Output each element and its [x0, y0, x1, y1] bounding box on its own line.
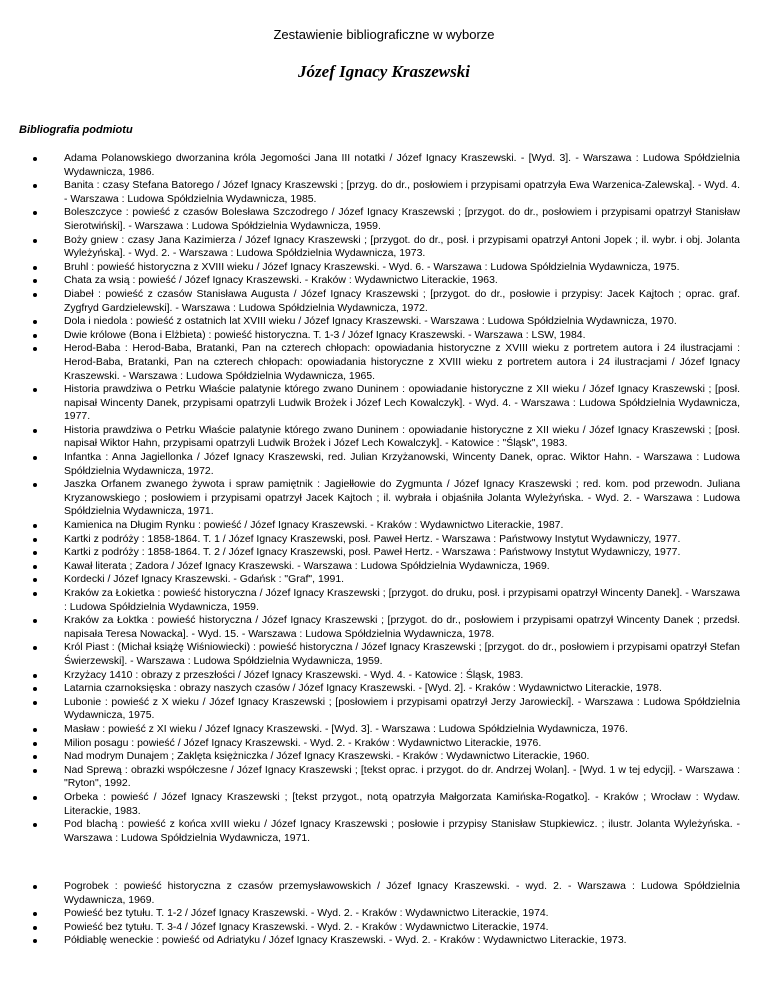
entry-text: Orbeka : powieść / Józef Ignacy Kraszewski ; [tekst przygot., notą opatrzyła Małgorzata Kamińska-Rogatko]. - Kraków ; Wrocław : Wydaw. Literackie, 1983.: [64, 791, 740, 817]
bullet-icon: [33, 565, 37, 569]
list-item: [0, 934, 768, 948]
entry-text: Nad modrym Dunajem ; Zaklęta księżniczka / Józef Ignacy Kraszewski. - Kraków : Wydawnictwo Literackie, 1960.: [64, 751, 590, 763]
list-item: [0, 682, 768, 696]
list-item: [0, 234, 768, 261]
bullet-icon: [33, 551, 37, 555]
bullet-icon: [33, 578, 37, 582]
bullet-icon: [33, 334, 37, 338]
bullet-icon: [33, 646, 37, 650]
entry-text: Jaszka Orfanem zwanego żywota i spraw pamiętnik : Jagiełłowie do Zygmunta / Józef Ignacy Kraszewski ; red. kom. pod przewodn. Juliana Kryzanowskiego ; posłowiem i przypisami opatrzył Jacek Kajtoch ; il. wybrała i objaśniła Jolanta Wyleżyńska. - Wyd. 2. - Warszawa : Ludowa Spółdzielnia Wydawnicza, 1971.: [64, 479, 740, 518]
entry-text: Kordecki / Józef Ignacy Kraszewski. - Gdańsk : "Graf", 1991.: [64, 574, 345, 586]
list-item: [0, 288, 768, 315]
entry-text: Historia prawdziwa o Petrku Właście palatynie którego zwano Duninem : opowiadanie historyczne z XII wieku / Józef Ignacy Kraszewski ; [posł. napisał Wiktor Hahn, przypisami opatrzyli Ludwik Brożek i Józef Lech Kowalczyk]. - Katowice : "Śląsk", 1983.: [64, 424, 740, 450]
bibliography-list: [0, 152, 768, 845]
list-item: [0, 587, 768, 614]
list-item: [0, 424, 768, 451]
bullet-icon: [33, 279, 37, 283]
bullet-icon: [33, 293, 37, 297]
entry-text: Półdiablę weneckie : powieść od Adriatyku / Józef Ignacy Kraszewski. - Wyd. 2. - Kraków : Wydawnictwo Literackie, 1973.: [64, 935, 627, 947]
list-item: [0, 880, 768, 907]
bullet-icon: [33, 912, 37, 916]
entry-text: Kraków za Łokietka : powieść historyczna / Józef Ignacy Kraszewski ; [przygot. do druku, posł. i przypisami opatrzył Wincenty Danek]. - Warszawa : Ludowa Spółdzielnia Wydawnicza, 1959.: [64, 588, 740, 613]
list-item: [0, 546, 768, 560]
section-heading: Bibliografia podmiotu: [19, 124, 133, 136]
list-item: [0, 274, 768, 288]
entry-text: Herod-Baba : Herod-Baba, Bratanki, Pan na czterech chłopach: opowiadania historyczne z XVIII wieku z portretem autora i 24 ilustracjami : Herod-Baba, Bratanki, Pan na czterech chłopach: opowiadania historyczne z XVIII wieku z portretem autora i 24 ilustracjami / Józef Ignacy Kraszewski. - Warszawa : Ludowa Spółdzielnia Wydawnicza, 1965.: [64, 343, 740, 382]
bullet-icon: [33, 742, 37, 746]
author-heading: Józef Ignacy Kraszewski: [298, 62, 470, 81]
list-item: [0, 451, 768, 478]
bullet-icon: [33, 538, 37, 542]
list-item: [0, 737, 768, 751]
bullet-icon: [33, 320, 37, 324]
list-item: [0, 750, 768, 764]
bullet-icon: [33, 674, 37, 678]
entry-text: Kartki z podróży : 1858-1864. T. 1 / Józef Ignacy Kraszewski, posł. Paweł Hertz. - Warszawa : Państwowy Instytut Wydawniczy, 1977.: [64, 533, 681, 545]
entry-text: Bruhl : powieść historyczna z XVIII wieku / Józef Ignacy Kraszewski. - Wyd. 6. - Warszawa : Ludowa Spółdzielnia Wydawnicza, 1975.: [64, 261, 680, 273]
bullet-icon: [33, 239, 37, 243]
entry-text: Kamienica na Długim Rynku : powieść / Józef Ignacy Kraszewski. - Kraków : Wydawnictwo Literackie, 1987.: [64, 520, 564, 532]
list-item: [0, 791, 768, 818]
entry-text: Infantka : Anna Jagiellonka / Józef Ignacy Kraszewski, red. Julian Krzyżanowski, Wincenty Danek, oprac. Wiktor Hahn. - Warszawa : Ludowa Spółdzielnia Wydawnicza, 1972.: [64, 452, 740, 477]
entry-text: Kartki z podróży : 1858-1864. T. 2 / Józef Ignacy Kraszewski, posł. Paweł Hertz. - Warszawa : Państwowy Instytut Wydawniczy, 1977.: [64, 547, 681, 559]
bullet-icon: [33, 769, 37, 773]
bullet-icon: [33, 211, 37, 215]
entry-text: Powieść bez tytułu. T. 1-2 / Józef Ignacy Kraszewski. - Wyd. 2. - Kraków : Wydawnictwo Literackie, 1974.: [64, 908, 549, 920]
entry-text: Diabeł : powieść z czasów Stanisława Augusta / Józef Ignacy Kraszewski ; [przygot. do dr., posłowie i przypisy: Jacek Kajtoch ; oprac. graf. Zygfryd Gardzielewski]. - Warszawa : Ludowa Spółdzielnia Wydawnicza, 1972.: [64, 288, 740, 314]
entry-text: Dwie królowe (Bona i Elżbieta) : powieść historyczna. T. 1-3 / Józef Ignacy Kraszewski. - Warszawa : LSW, 1984.: [64, 329, 586, 341]
list-item: [0, 478, 768, 519]
bullet-icon: [33, 184, 37, 188]
list-item: [0, 907, 768, 921]
list-item: [0, 696, 768, 723]
bullet-icon: [33, 926, 37, 930]
list-item: [0, 179, 768, 206]
entry-text: Banita : czasy Stefana Batorego / Józef Ignacy Kraszewski ; [przyg. do dr., posłowiem i przypisami opatrzyła Ewa Warzenica-Zalewska]. - Wyd. 4. - Warszawa : Ludowa Spółdzielnia Wydawnicza, 1985.: [64, 180, 740, 205]
bullet-icon: [33, 823, 37, 827]
bullet-icon: [33, 701, 37, 705]
entry-text: Lubonie : powieść z X wieku / Józef Ignacy Kraszewski ; [posłowiem i przypisami opatrzył Jerzy Jarowiecki]. - Warszawa : Ludowa Spółdzielnia Wydawnicza, 1975.: [64, 696, 740, 722]
bullet-icon: [33, 266, 37, 270]
bullet-icon: [33, 755, 37, 759]
entry-text: Historia prawdziwa o Petrku Właście palatynie którego zwano Duninem : opowiadanie historyczne z XII wieku / Józef Ignacy Kraszewski ; [posł. napisał Wincenty Danek, przypisami opatrzyli Ludwik Brożek i Józef Lech Kowalczyk]. - Wyd. 4. - Warszawa : Ludowa Spółdzielnia Wydawnicza, 1977.: [64, 384, 740, 423]
entry-text: Król Piast : (Michał książę Wiśniowiecki) : powieść historyczna / Józef Ignacy Kraszewski ; [przygot. do dr., posłowiem i przypisami opatrzył Stefan Świerzewski]. - Warszawa : Ludowa Spółdzielnia Wydawnicza, 1959.: [64, 642, 740, 667]
list-item: [0, 818, 768, 845]
entry-text: Latarnia czarnoksięska : obrazy naszych czasów / Józef Ignacy Kraszewski. - [Wyd. 2]. - Kraków : Wydawnictwo Literackie, 1978.: [64, 683, 662, 695]
entry-text: Masław : powieść z XI wieku / Józef Ignacy Kraszewski. - [Wyd. 3]. - Warszawa : Ludowa Spółdzielnia Wydawnicza, 1976.: [64, 723, 628, 735]
entry-text: Chata za wsią : powieść / Józef Ignacy Kraszewski. - Kraków : Wydawnictwo Literackie, 1963.: [64, 275, 498, 287]
list-item: [0, 533, 768, 547]
bullet-icon: [33, 483, 37, 487]
list-item: [0, 152, 768, 179]
list-item: [0, 560, 768, 574]
bullet-icon: [33, 456, 37, 460]
entry-text: Krzyżacy 1410 : obrazy z przeszłości / Józef Ignacy Kraszewski. - Wyd. 4. - Katowice : Śląsk, 1983.: [64, 669, 524, 681]
list-item: [0, 921, 768, 935]
bullet-icon: [33, 687, 37, 691]
list-item: [0, 573, 768, 587]
list-item: [0, 723, 768, 737]
list-item: [0, 206, 768, 233]
list-item: [0, 383, 768, 424]
bullet-icon: [33, 157, 37, 161]
list-item: [0, 614, 768, 641]
bullet-icon: [33, 592, 37, 596]
entry-text: Nad Sprewą : obrazki współczesne / Józef Ignacy Kraszewski ; [tekst oprac. i przygot. do dr. Andrzej Wolan]. - [Wyd. 1 w tej edycji]. - Warszawa : "Ryton", 1992.: [64, 764, 740, 790]
list-item: [0, 669, 768, 683]
bullet-icon: [33, 619, 37, 623]
bibliography-list-continued: [0, 880, 768, 948]
entry-text: Kraków za Łoktka : powieść historyczna / Józef Ignacy Kraszewski ; [przygot. do dr., posłowiem i przypisami opatrzył Wincenty Danek ; przedsł. napisała Teresa Nowacka]. - Wyd. 15. - Warszawa : Ludowa Spółdzielnia Wydawnicza, 1978.: [64, 615, 740, 640]
list-item: [0, 519, 768, 533]
bullet-icon: [33, 347, 37, 351]
bullet-icon: [33, 524, 37, 528]
entry-text: Boleszczyce : powieść z czasów Bolesława Szczodrego / Józef Ignacy Kraszewski ; [przygot. do dr., posłowiem i przypisami opatrzył Stanisław Sierotwiński]. - Warszawa : Ludowa Spółdzielnia Wydawnicza, 1959.: [64, 207, 740, 232]
bullet-icon: [33, 429, 37, 433]
entry-text: Dola i niedola : powieść z ostatnich lat XVIII wieku / Józef Ignacy Kraszewski. - Warszawa : Ludowa Spółdzielnia Wydawnicza, 1970.: [64, 316, 677, 328]
entry-text: Pogrobek : powieść historyczna z czasów przemysławowskich / Józef Ignacy Kraszewski. - wyd. 2. - Warszawa : Ludowa Spółdzielnia Wydawnicza, 1969.: [64, 881, 740, 906]
bullet-icon: [33, 388, 37, 392]
entry-text: Boży gniew : czasy Jana Kazimierza / Józef Ignacy Kraszewski ; [przygot. do dr., posł. i przypisami opatrzył Antoni Jopek ; il. wybr. i obj. Jolanta Wyleżyńska]. - Wyd. 2. - Warszawa : Ludowa Spółdzielnia Wydawnicza, 1973.: [64, 234, 740, 260]
entry-text: Pod blachą : powieść z końca xvIII wieku / Józef Ignacy Kraszewski ; posłowie i przypisy Stanisław Stupkiewicz. ; ilustr. Jolanta Wyleżyńska. - Warszawa : Ludowa Spółdzielnia Wydawnicza, 1971.: [64, 819, 740, 844]
entry-text: Adama Polanowskiego dworzanina króla Jegomości Jana III notatki / Józef Ignacy Kraszewski. - [Wyd. 3]. - Warszawa : Ludowa Spółdzielnia Wydawnicza, 1986.: [64, 153, 740, 178]
list-item: [0, 764, 768, 791]
bullet-icon: [33, 939, 37, 943]
list-item: [0, 329, 768, 343]
list-item: [0, 315, 768, 329]
entry-text: Powieść bez tytułu. T. 3-4 / Józef Ignacy Kraszewski. - Wyd. 2. - Kraków : Wydawnictwo Literackie, 1974.: [64, 921, 549, 933]
list-item: [0, 342, 768, 383]
list-item: [0, 261, 768, 275]
entry-text: Milion posagu : powieść / Józef Ignacy Kraszewski. - Wyd. 2. - Kraków : Wydawnictwo Literackie, 1976.: [64, 737, 542, 749]
bullet-icon: [33, 885, 37, 889]
bullet-icon: [33, 728, 37, 732]
entry-text: Kawał literata ; Zadora / Józef Ignacy Kraszewski. - Warszawa : Ludowa Spółdzielnia Wydawnicza, 1969.: [64, 560, 550, 572]
document-title: Zestawienie bibliograficzne w wyborze: [273, 27, 495, 42]
list-item: [0, 641, 768, 668]
bullet-icon: [33, 796, 37, 800]
